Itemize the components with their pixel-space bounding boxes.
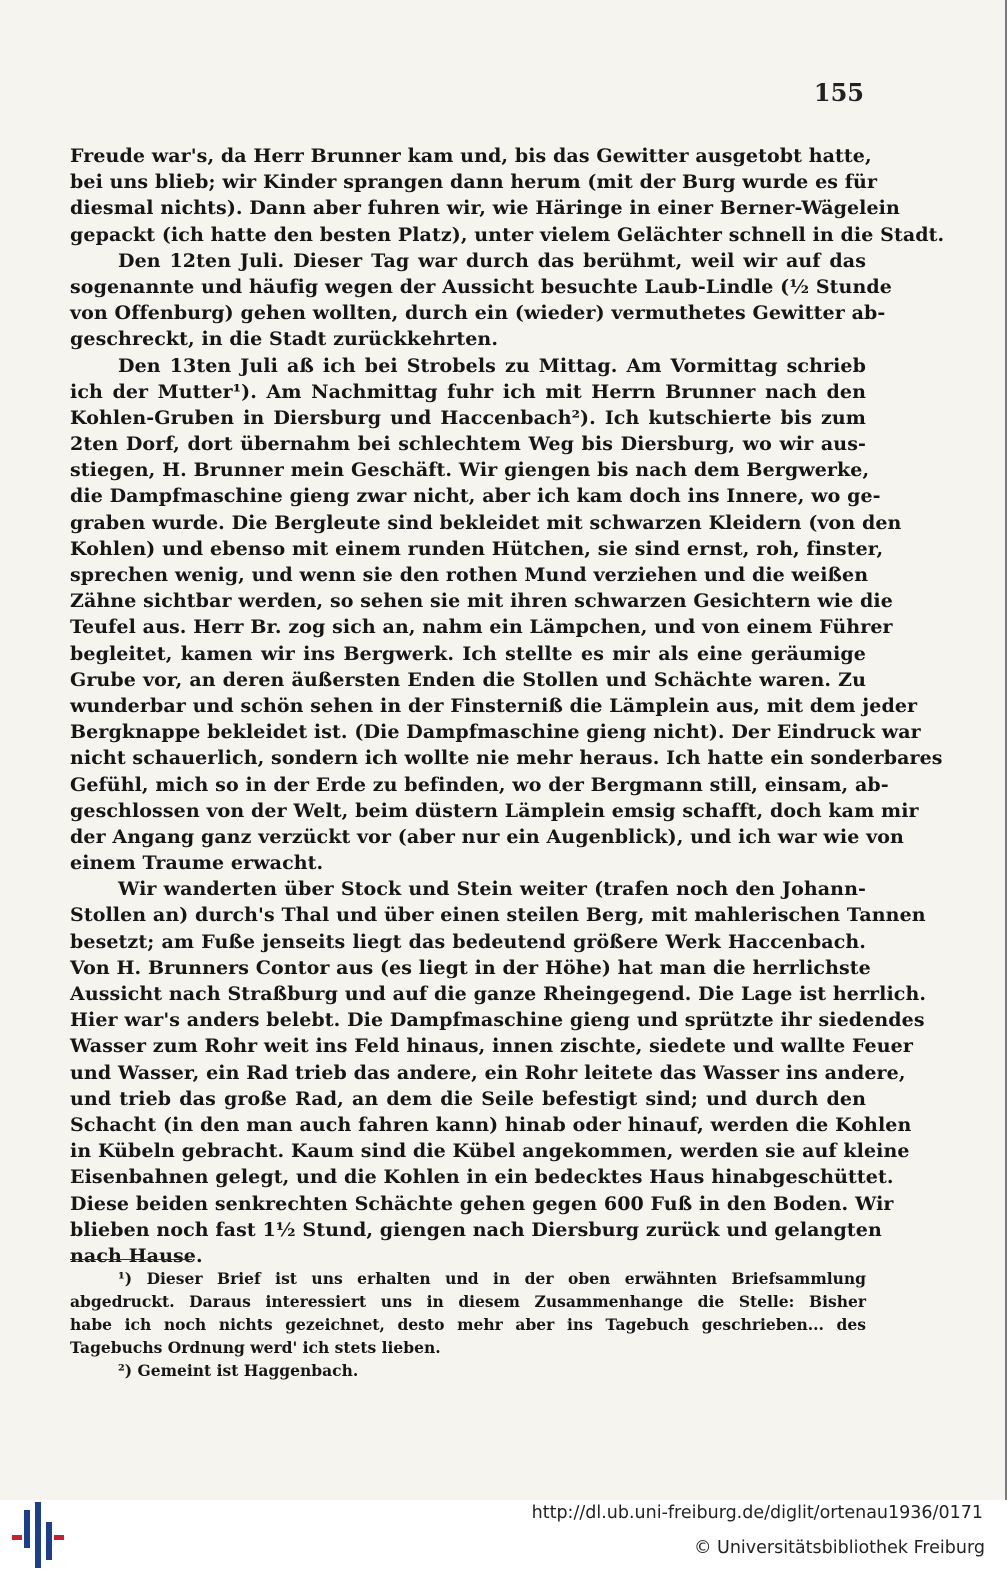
body-line: Kohlen) und ebenso mit einem runden Hütchen, sie sind ernst, roh, finster,: [70, 537, 884, 560]
body-line: einem Traume erwacht.: [70, 852, 324, 875]
body-line: begleitet, kamen wir ins Bergwerk. Ich stellte es mir als eine geräumige: [70, 642, 866, 665]
body-line: geschreckt, in die Stadt zurückkehrten.: [70, 328, 499, 351]
body-line: geschlossen von der Welt, beim düstern Lämplein emsig schafft, doch kam mir: [70, 799, 919, 822]
body-line: Diese beiden senkrechten Schächte gehen gegen 600 Fuß in den Boden. Wir: [70, 1192, 894, 1215]
body-line: nach Hause.: [70, 1244, 203, 1267]
body-line: diesmal nichts). Dann aber fuhren wir, wie Häringe in einer Berner-Wägelein: [70, 197, 900, 220]
body-line: Freude war's, da Herr Brunner kam und, bis das Gewitter ausgetobt hatte,: [70, 145, 872, 167]
body-line: Stollen an) durch's Thal und über einen steilen Berg, mit mahlerischen Tannen: [70, 904, 926, 927]
footnote-line: ²) Gemeint ist Haggenbach.: [118, 1361, 359, 1380]
body-line: wunderbar und schön sehen in der Finsterniß die Lämplein aus, mit dem jeder: [70, 694, 918, 717]
body-line: Wasser zum Rohr weit ins Feld hinaus, innen zischte, siedete und wallte Feuer: [70, 1035, 913, 1058]
body-line: und trieb das große Rad, an dem die Seile befestigt sind; und durch den: [70, 1087, 866, 1110]
body-line: gepackt (ich hatte den besten Platz), unter vielem Gelächter schnell in die Stadt.: [70, 223, 945, 246]
body-line: Bergknappe bekleidet ist. (Die Dampfmaschine gieng nicht). Der Eindruck war: [70, 721, 921, 744]
body-line: graben wurde. Die Bergleute sind bekleidet mit schwarzen Kleidern (von den: [70, 511, 902, 534]
body-line: Grube vor, an deren äußersten Enden die Stollen und Schächte waren. Zu: [70, 668, 866, 691]
body-line: Den 13ten Juli aß ich bei Strobels zu Mittag. Am Vormittag schrieb: [118, 354, 866, 377]
footnote-line: habe ich noch nichts gezeichnet, desto mehr aber ins Tagebuch geschrieben... des: [70, 1315, 866, 1334]
ub-freiburg-logo-icon: [8, 1502, 68, 1568]
body-line: Hier war's anders belebt. Die Dampfmaschine gieng und sprützte ihr siedendes: [70, 1009, 925, 1032]
body-line: stiegen, H. Brunner mein Geschäft. Wir giengen bis nach dem Bergwerke,: [70, 459, 870, 482]
body-line: bei uns blieb; wir Kinder sprangen dann herum (mit der Burg wurde es für: [70, 171, 878, 194]
body-line: Teufel aus. Herr Br. zog sich an, nahm ein Lämpchen, und von einem Führer: [70, 616, 893, 639]
body-line: von Offenburg) gehen wollten, durch ein (wieder) vermuthetes Gewitter ab-: [70, 302, 886, 325]
footnote-line: Tagebuchs Ordnung werd' ich stets lieben.: [70, 1338, 441, 1357]
body-line: der Angang ganz verzückt vor (aber nur ein Augenblick), und ich war wie von: [70, 825, 904, 848]
body-line: Aussicht nach Straßburg und auf die ganze Rheingegend. Die Lage ist herrlich.: [70, 983, 927, 1005]
body-line: Wir wanderten über Stock und Stein weiter (trafen noch den Johann-: [118, 878, 866, 901]
body-line: Gefühl, mich so in der Erde zu befinden, wo der Bergmann still, einsam, ab-: [70, 773, 889, 796]
body-line: Zähne sichtbar werden, so sehen sie mit ihren schwarzen Gesichtern wie die: [70, 590, 893, 613]
page-number: 155: [813, 78, 864, 107]
footnote-separator: [70, 1259, 192, 1260]
copyright-notice: © Universitätsbibliothek Freiburg: [693, 1538, 985, 1558]
footnote-line: ¹) Dieser Brief ist uns erhalten und in der oben erwähnten Briefsammlung: [118, 1269, 866, 1288]
footnote-line: abgedruckt. Daraus interessiert uns in diesem Zusammenhange die Stelle: Bisher: [70, 1292, 866, 1311]
source-url-link[interactable]: http://dl.ub.uni-freiburg.de/diglit/ortenau1936/0171: [531, 1503, 983, 1523]
body-line: 2ten Dorf, dort übernahm bei schlechtem Weg bis Diersburg, wo wir aus-: [70, 433, 866, 456]
body-line: sprechen wenig, und wenn sie den rothen Mund verziehen und die weißen: [70, 564, 869, 586]
body-line: blieben noch fast 1½ Stund, giengen nach Diersburg zurück und gelangten: [70, 1218, 882, 1241]
body-line: und Wasser, ein Rad trieb das andere, ein Rohr leitete das Wasser ins andere,: [70, 1061, 906, 1084]
footnotes: [70, 1267, 866, 1382]
body-line: Von H. Brunners Contor aus (es liegt in der Höhe) hat man die herrlichste: [70, 956, 871, 979]
main-text: [70, 143, 945, 1269]
body-line: in Kübeln gebracht. Kaum sind die Kübel angekommen, werden sie auf kleine: [70, 1140, 910, 1163]
body-line: Den 12ten Juli. Dieser Tag war durch das berühmt, weil wir auf das: [118, 249, 866, 272]
body-line: sogenannte und häufig wegen der Aussicht besuchte Laub-Lindle (½ Stunde: [70, 275, 892, 298]
body-line: die Dampfmaschine gieng zwar nicht, aber ich kam doch ins Innere, wo ge-: [70, 485, 881, 508]
body-line: besetzt; am Fuße jenseits liegt das bedeutend größere Werk Haccenbach.: [70, 930, 866, 953]
body-line: Kohlen-Gruben in Diersburg und Haccenbach²). Ich kutschierte bis zum: [70, 406, 866, 429]
body-line: nicht schauerlich, sondern ich wollte nie mehr heraus. Ich hatte ein sonderbares: [70, 747, 943, 770]
body-line: Schacht (in den man auch fahren kann) hinab oder hinauf, werden die Kohlen: [70, 1113, 912, 1136]
body-line: Eisenbahnen gelegt, und die Kohlen in ein bedecktes Haus hinabgeschüttet.: [70, 1166, 894, 1189]
body-line: ich der Mutter¹). Am Nachmittag fuhr ich mit Herrn Brunner nach den: [70, 380, 866, 403]
